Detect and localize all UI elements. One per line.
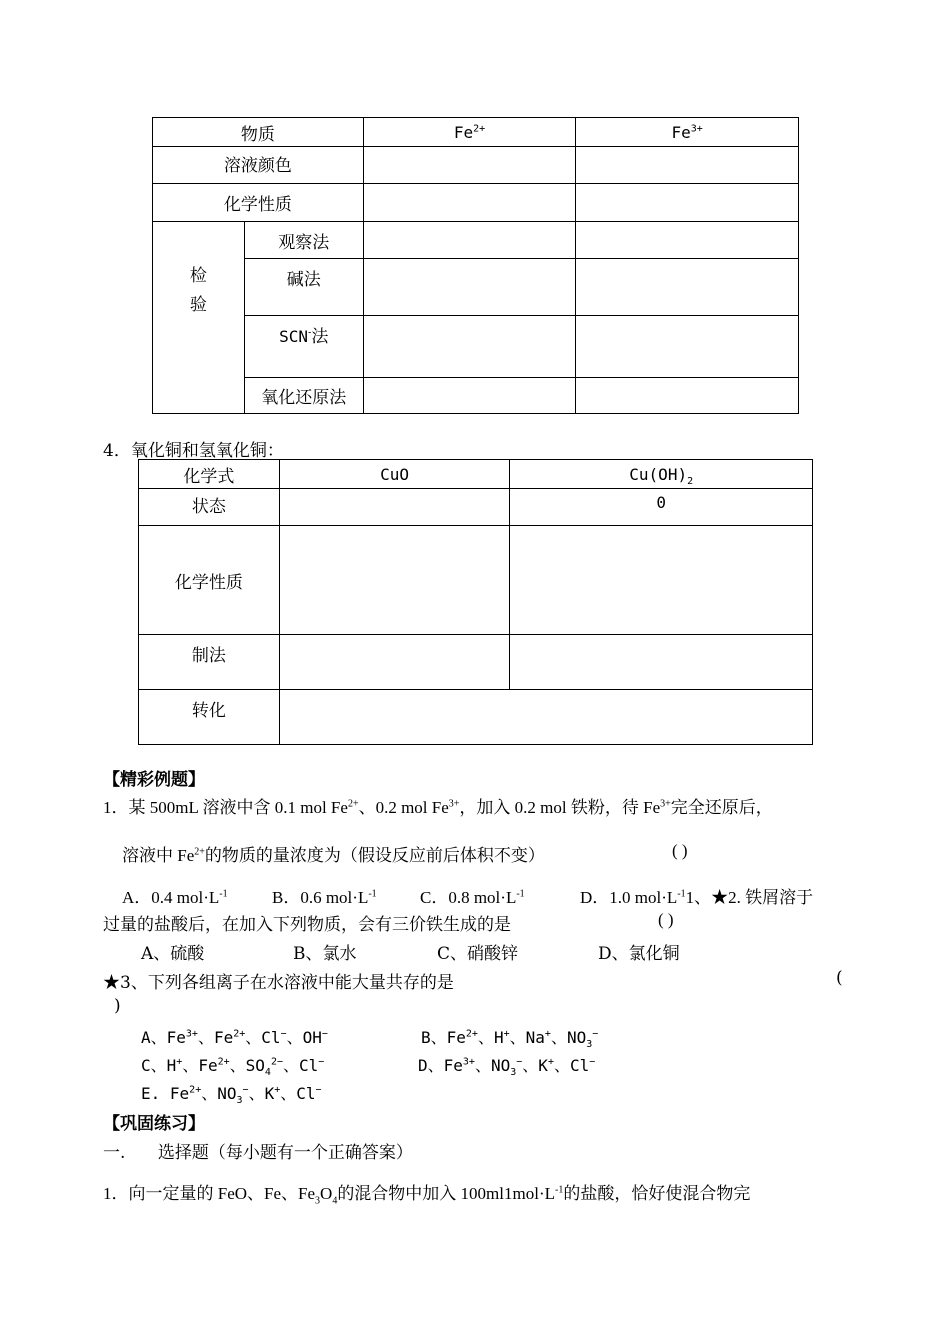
cell-empty bbox=[510, 526, 813, 635]
row-solution-color: 溶液颜色 bbox=[153, 147, 364, 184]
row-preparation: 制法 bbox=[139, 635, 280, 690]
cell-empty bbox=[576, 147, 799, 184]
cell-empty bbox=[363, 184, 576, 222]
example-q1-option-b: B．0.6 $mol\cdot L^{-1}$ bbox=[272, 888, 377, 907]
header-fe2: $Fe^{2+}$ bbox=[363, 118, 576, 147]
cell-empty bbox=[279, 526, 510, 635]
practice-q1: 1．向一定量的 FeO、Fe、$Fe_3O_4$的混合物中加入 $100ml1mol\cdot L^{-1}$的盐酸，恰好使混合物完 bbox=[103, 1184, 751, 1207]
example-q3-option-e: E. $Fe^{2+}$、$NO_3^-$、K+、Cl− bbox=[141, 1084, 322, 1107]
example-q2-option-a: A、硫酸 bbox=[141, 944, 205, 964]
cell-empty bbox=[363, 147, 576, 184]
row-conversion: 转化 bbox=[139, 690, 280, 745]
example-q2-answer-paren: ( ) bbox=[658, 910, 674, 929]
practice-title: 【巩固练习】 bbox=[103, 1114, 205, 1134]
header-fe3: $Fe^{3+}$ bbox=[576, 118, 799, 147]
cell-empty bbox=[576, 259, 799, 316]
example-q3-option-b: B、$Fe^{2+}$、H+、Na+、$NO_3^-$ bbox=[421, 1028, 599, 1051]
cell-empty bbox=[363, 316, 576, 378]
header-substance: 物质 bbox=[153, 118, 364, 147]
example-q3-option-c: C、H+、$Fe^{2+}$、$SO_4^{2-}$、Cl− bbox=[141, 1056, 325, 1079]
section-4-title: 4．氧化铜和氢氧化铜： bbox=[103, 441, 284, 461]
iron-ion-table bbox=[152, 117, 799, 414]
example-q3-paren-right: ) bbox=[114, 996, 121, 1016]
example-q1-option-a: A．0.4 $mol\cdot L^{-1}$ bbox=[122, 888, 228, 907]
example-q2-line: 过量的盐酸后，在加入下列物质，会有三价铁生成的是 bbox=[103, 915, 511, 934]
example-q2-option-b: B、氯水 bbox=[293, 944, 357, 964]
example-q1-answer-paren: ( ) bbox=[672, 841, 688, 860]
cell-empty bbox=[363, 259, 576, 316]
cell-empty bbox=[576, 222, 799, 259]
row-alkali-method: 碱法 bbox=[244, 259, 363, 316]
example-q3-line: ★3、下列各组离子在水溶液中能大量共存的是 bbox=[103, 973, 454, 993]
row-observation-method: 观察法 bbox=[244, 222, 363, 259]
row-state: 状态 bbox=[139, 489, 280, 526]
cell-empty bbox=[279, 690, 812, 745]
example-q2-option-d: D、氯化铜 bbox=[598, 944, 680, 964]
row-chemical-properties: 化学性质 bbox=[139, 526, 280, 635]
practice-subtitle: 一. 选择题（每小题有一个正确答案） bbox=[103, 1143, 413, 1163]
cell-empty bbox=[363, 378, 576, 414]
header-cuoh2: $Cu(OH)_2$ bbox=[510, 460, 813, 489]
example-q1-line1: 1．某 500mL 溶液中含 0.1 mol $Fe^{2+}$、0.2 mol $Fe^{3+}$，加入 0.2 mol 铁粉，待 $Fe^{3+}$完全还原后， bbox=[103, 798, 773, 817]
example-q1-line2: 溶液中 $Fe^{2+}$的物质的量浓度为（假设反应前后体积不变） bbox=[122, 846, 545, 865]
example-q3-paren-left: ( bbox=[836, 968, 843, 988]
cell-empty bbox=[363, 222, 576, 259]
example-q2-option-c: C、硝酸锌 bbox=[437, 944, 519, 964]
example-q3-option-a: A、$Fe^{3+}$、$Fe^{2+}$、Cl−、OH− bbox=[141, 1028, 328, 1047]
cell-empty bbox=[576, 316, 799, 378]
examples-title: 【精彩例题】 bbox=[103, 770, 205, 790]
header-cuo: CuO bbox=[279, 460, 510, 489]
row-redox-method: 氧化还原法 bbox=[244, 378, 363, 414]
header-formula: 化学式 bbox=[139, 460, 280, 489]
example-q1-option-c: C．0.8 $mol\cdot L^{-1}$ bbox=[420, 888, 525, 907]
row-chemical-properties: 化学性质 bbox=[153, 184, 364, 222]
example-q3-option-d: D、$Fe^{3+}$、$NO_3^-$、K+、Cl− bbox=[418, 1056, 596, 1079]
copper-table bbox=[138, 459, 813, 745]
example-q1-option-d: D．1.0 $mol\cdot L^{-1}1$、★2. 铁屑溶于 bbox=[580, 888, 814, 907]
cell-empty bbox=[279, 489, 510, 526]
cell-empty bbox=[510, 635, 813, 690]
cell-empty bbox=[576, 184, 799, 222]
cell-empty bbox=[576, 378, 799, 414]
cell-state-cuoh2: 0 bbox=[510, 489, 813, 526]
row-scn-method: SCN-法 bbox=[244, 316, 363, 378]
row-test-label: 检 验 bbox=[153, 222, 245, 414]
cell-empty bbox=[279, 635, 510, 690]
